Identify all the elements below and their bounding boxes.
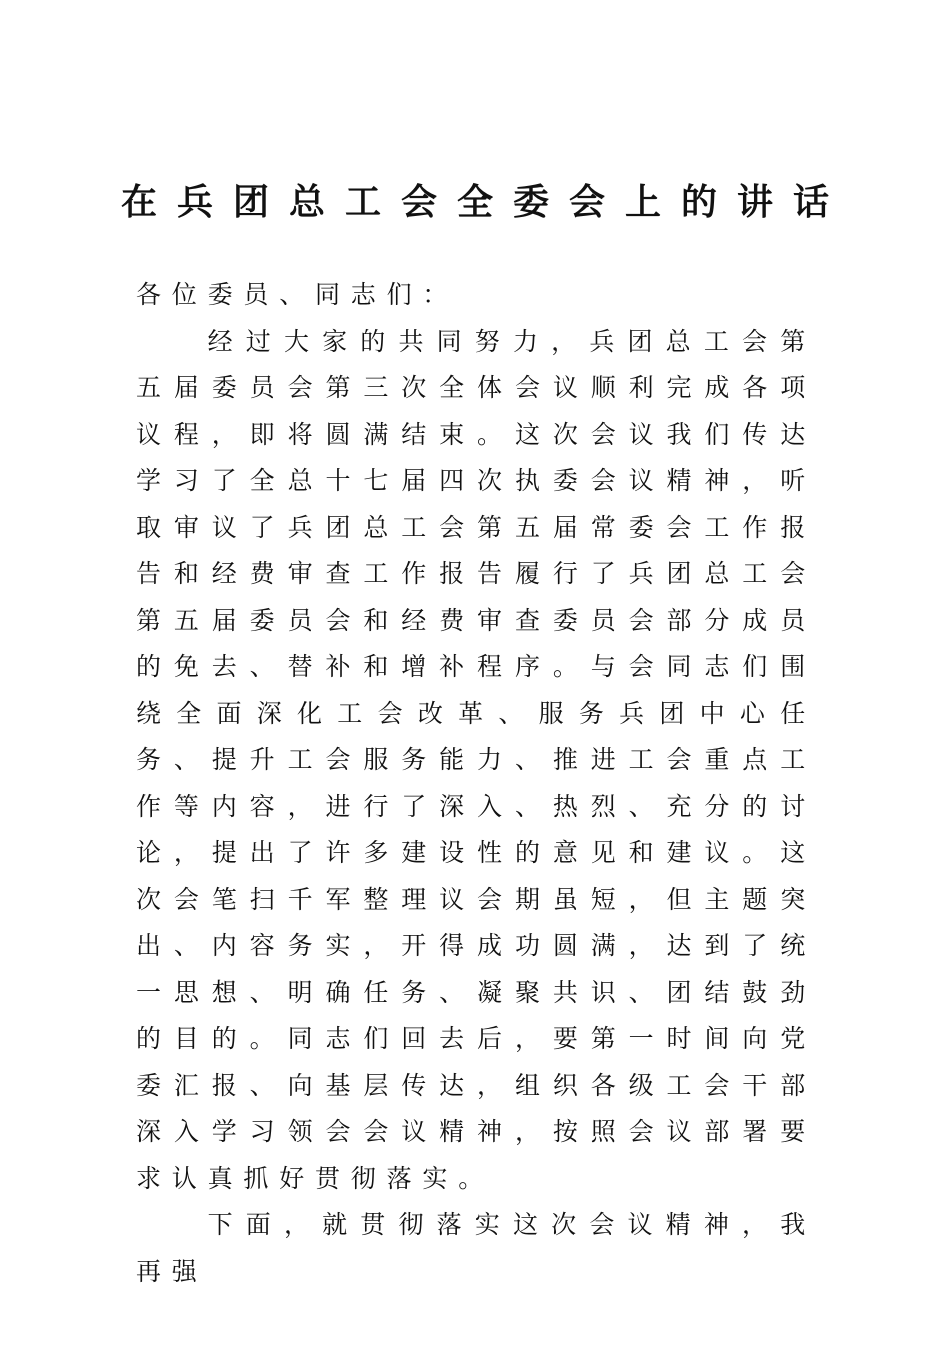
document-body bbox=[136, 272, 816, 1295]
salutation: 各位委员、同志们： bbox=[136, 280, 459, 309]
paragraph-1: 经过大家的共同努力，兵团总工会第五届委员会第三次全体会议顺利完成各项议程，即将圆满结束。这次会议我们传达学习了全总十七届四次执委会议精神，听取审议了兵团总工会第五届常委会工作报告和经费审查工作报告履行了兵团总工会第五届委员会和经费审查委员会部分成员的免去、替补和增补程序。与会同志们围绕全面深化工会改革、服务兵团中心任务、提升工会服务能力、推进工会重点工作等内容，进行了深入、热烈、充分的讨论，提出了许多建设性的意见和建议。这次会笔扫千军整理议会期虽短，但主题突出、内容务实，开得成功圆满，达到了统一思想、明确任务、凝聚共识、团结鼓劲的目的。同志们回去后，要第一时间向党委汇报、向基层传达，组织各级工会干部深入学习领会会议精神，按照会议部署要求认真抓好贯彻落实。 bbox=[136, 326, 816, 1193]
paragraph-2: 下面，就贯彻落实这次会议精神，我再强 bbox=[136, 1210, 816, 1286]
document-title: 在兵团总工会全委会上的讲话 bbox=[120, 181, 849, 223]
